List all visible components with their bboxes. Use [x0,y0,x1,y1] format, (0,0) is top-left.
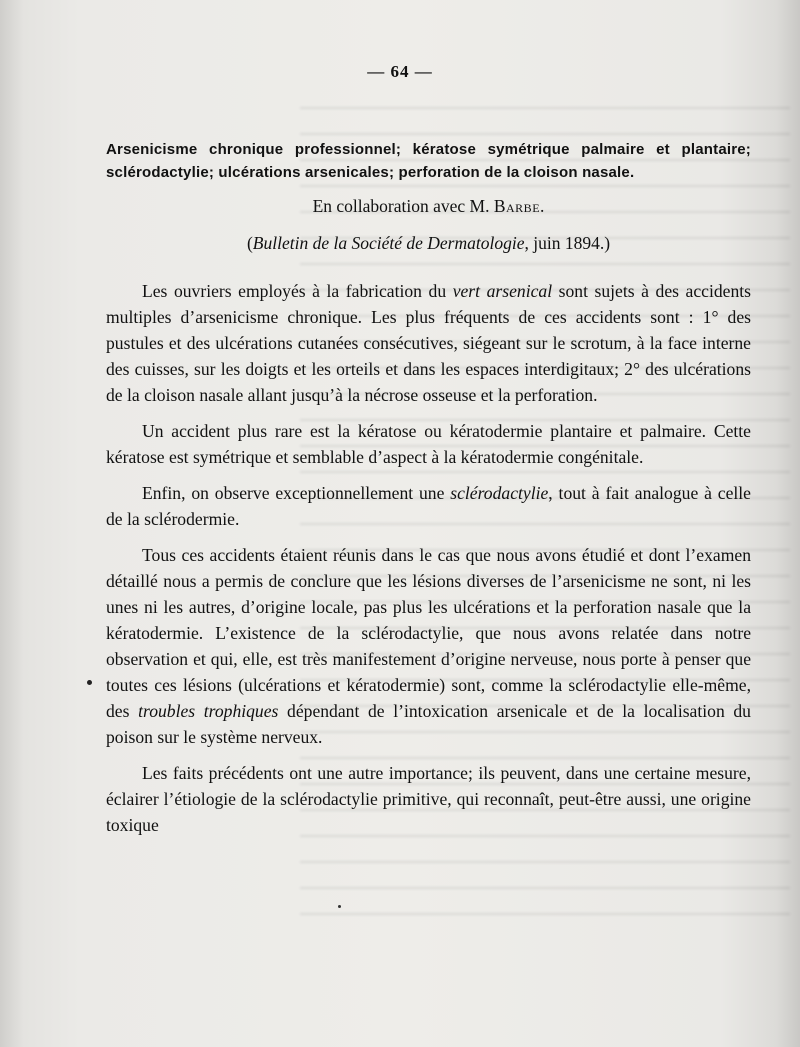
paragraph-3 [106,480,751,532]
collaborator-name: Barbe [493,196,541,216]
margin-dot [87,680,92,685]
paragraph-4-text-b: dépendant de l’intoxication arsenicale et de la localisation du poison sur le système nerveux. [106,701,751,747]
paragraph-1-text-a: Les ouvriers employés à la fabrication du [142,281,453,301]
paragraph-4-text-a: Tous ces accidents étaient réunis dans le cas que nous avons étudié et dont l’examen détaillé nous a permis de conclure que les lésions diverses de l’arsenicisme ne sont, ni les unes ni les autres, d’origine locale, pas plus les ulcérations et la perforation nasale que la kératodermie. L’existence de la sclérodactylie, que nous avons relatée dans notre observation et qui, elle, est très manifestement d’origine nerveuse, nous porte à penser que toutes ces lésions (ulcérations et kératodermie) sont, comme la sclérodactylie elle-même, des [106,545,751,721]
paragraph-5: Les faits précédents ont une autre importance; ils peuvent, dans une certaine mesure, éclairer l’étiologie de la sclérodactylie primitive, qui reconnaît, peut-être aussi, une origine toxique [106,763,751,835]
paragraph-3-text-b: , tout à fait analogue à celle de la sclérodermie. [106,483,751,529]
paragraph-3-text-a: Enfin, on observe exceptionnellement une [142,483,451,503]
paragraph-1 [106,278,751,408]
citation-open: ( [246,233,253,253]
citation-journal: Bulletin de la Société de Dermatologie [252,233,525,253]
collaboration-line [106,194,751,218]
collaboration-prefix: En collaboration avec M. [312,196,494,216]
article [106,138,751,848]
paragraph-3-emphasis: sclérodactylie [450,483,549,503]
article-body [106,278,751,838]
paper-speck [338,905,341,908]
paragraph-4 [106,542,751,750]
paragraph-4-emphasis: troubles trophiques [138,701,279,721]
paragraph-1-text-b: sont sujets à des accidents multiples d’arsenicisme chronique. Les plus fréquents de ces accidents sont : 1° des pustules et des ulcérations cutanées consécutives, siégeant sur le scrotum, à la face interne des cuisses, sur les doigts et les orteils et dans les espaces interdigitaux; 2° des ulcérations de la cloison nasale allant jusqu’à la nécrose osseuse et la perforation. [106,281,751,405]
page-number: — 64 — [367,62,433,81]
citation [106,231,751,255]
paragraph-2: Un accident plus rare est la kératose ou kératodermie plantaire et palmaire. Cette kératose est symétrique et semblable d’aspect à la kératodermie congénitale. [106,421,751,467]
article-title: Arsenicisme chronique professionnel; kératose symétrique palmaire et plantaire; sclérodactylie; ulcérations arsenicales; perforation de la cloison nasale. [106,141,751,181]
citation-date: , juin 1894.) [524,233,611,253]
paragraph-1-emphasis: vert arsenical [452,281,553,301]
collaboration-suffix: . [540,196,545,216]
